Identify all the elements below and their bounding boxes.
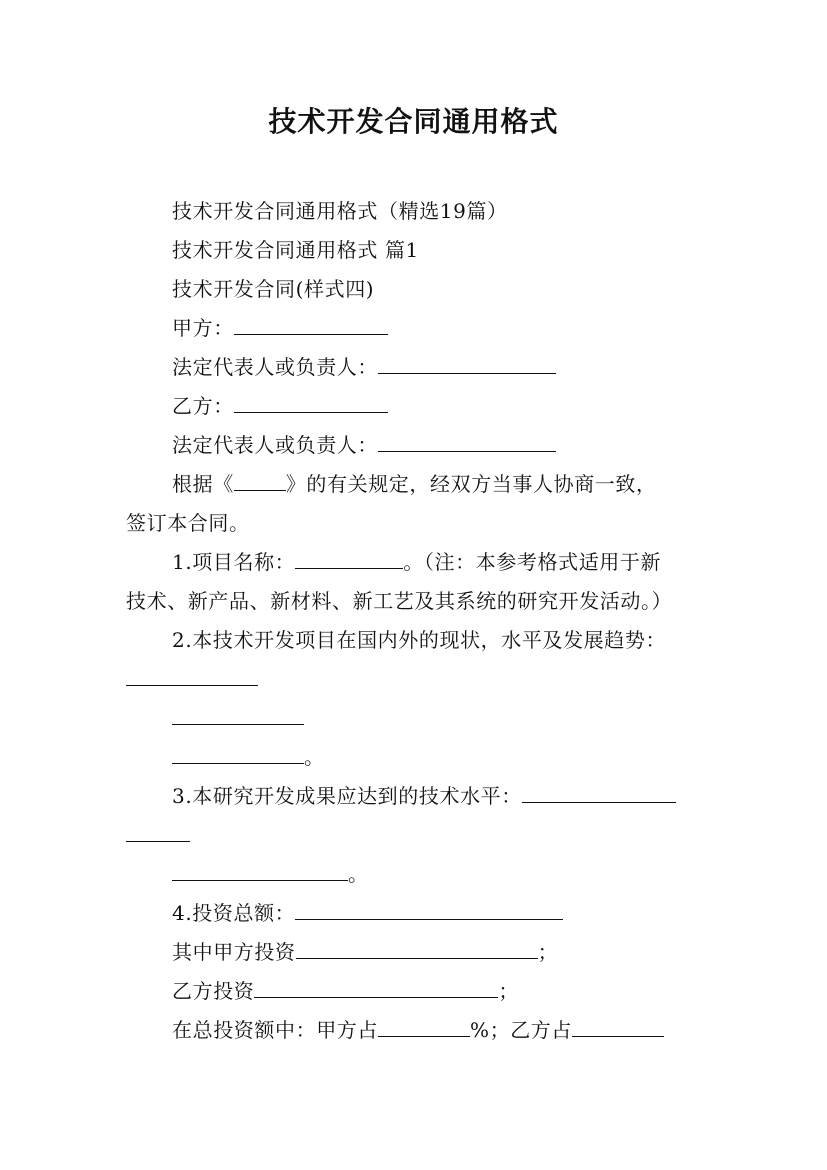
party-b-share-blank [572, 1018, 664, 1037]
party-a-label: 甲方： [172, 316, 234, 340]
basis-text-cont: 签订本合同。 [126, 511, 250, 535]
item-1-note-cont-text: 技术、新产品、新材料、新工艺及其系统的研究开发活动。） [126, 589, 673, 613]
item-1-note: 。（注：本参考格式适用于新 [403, 550, 662, 574]
party-a-line [172, 316, 388, 340]
basis-text-end: 》的有关规定，经双方当事人协商一致， [285, 472, 657, 496]
party-a-investment-end: ； [537, 940, 559, 964]
investment-share-mid: %；乙方占 [470, 1018, 573, 1042]
party-b-rep-line [172, 433, 556, 457]
party-b-rep-blank [378, 433, 556, 452]
party-a-rep-line [172, 355, 556, 379]
item-2-blank-line-1 [126, 667, 258, 691]
item-2-line [172, 628, 666, 652]
item-3-blank-3 [172, 862, 348, 881]
basis-line-cont [126, 511, 250, 535]
party-a-rep-blank [378, 355, 556, 374]
basis-line [172, 472, 657, 496]
item-2-label: 2.本技术开发项目在国内外的现状，水平及发展趋势： [172, 628, 667, 652]
item-3-blank-line-2 [126, 823, 190, 847]
contract-name-line [172, 277, 374, 301]
item-3-label: 3.本研究开发成果应达到的技术水平： [172, 784, 522, 808]
item-2-end-mark: 。 [304, 745, 325, 769]
subtitle-line [172, 199, 508, 223]
party-a-investment-blank [296, 940, 538, 959]
item-2-blank-3 [172, 745, 304, 764]
party-b-investment-line [172, 979, 519, 1003]
item-1-label: 1.项目名称： [172, 550, 296, 574]
item-4-label: 4.投资总额： [172, 901, 296, 925]
party-a-share-blank [378, 1018, 470, 1037]
party-b-rep-label: 法定代表人或负责人： [172, 433, 378, 457]
item-4-line [172, 901, 563, 925]
basis-text-start: 根据《 [172, 472, 234, 496]
item-1-line [172, 550, 661, 574]
item-2-blank-line-3 [172, 745, 325, 769]
item-2-blank-1 [126, 667, 258, 686]
item-3-blank-line-3 [172, 862, 369, 886]
subtitle-text: 技术开发合同通用格式（精选19篇） [172, 199, 508, 223]
section-heading [172, 238, 419, 262]
total-investment-blank [295, 901, 563, 920]
item-3-line [172, 784, 676, 808]
investment-share-label: 在总投资额中：甲方占 [172, 1018, 378, 1042]
party-a-investment-label: 其中甲方投资 [172, 940, 296, 964]
item-2-blank-2 [172, 706, 304, 725]
party-a-blank [234, 316, 388, 335]
item-3-end-mark: 。 [348, 862, 369, 886]
party-b-blank [234, 394, 388, 413]
item-2-blank-line-2 [172, 706, 304, 730]
item-3-blank-1 [522, 784, 676, 803]
item-1-note-cont [126, 589, 672, 613]
party-b-investment-label: 乙方投资 [172, 979, 255, 1003]
project-name-blank [295, 550, 403, 569]
party-a-rep-label: 法定代表人或负责人： [172, 355, 378, 379]
party-b-label: 乙方： [172, 394, 234, 418]
section-heading-text: 技术开发合同通用格式 篇1 [172, 238, 419, 262]
law-name-blank [234, 472, 286, 491]
party-b-investment-blank [254, 979, 498, 998]
document-title: 技术开发合同通用格式 [268, 105, 559, 138]
item-3-blank-2 [126, 823, 190, 842]
investment-share-line [172, 1018, 664, 1042]
party-a-investment-line [172, 940, 558, 964]
party-b-investment-end: ； [498, 979, 520, 1003]
contract-name-text: 技术开发合同(样式四) [172, 277, 375, 301]
party-b-line [172, 394, 388, 418]
